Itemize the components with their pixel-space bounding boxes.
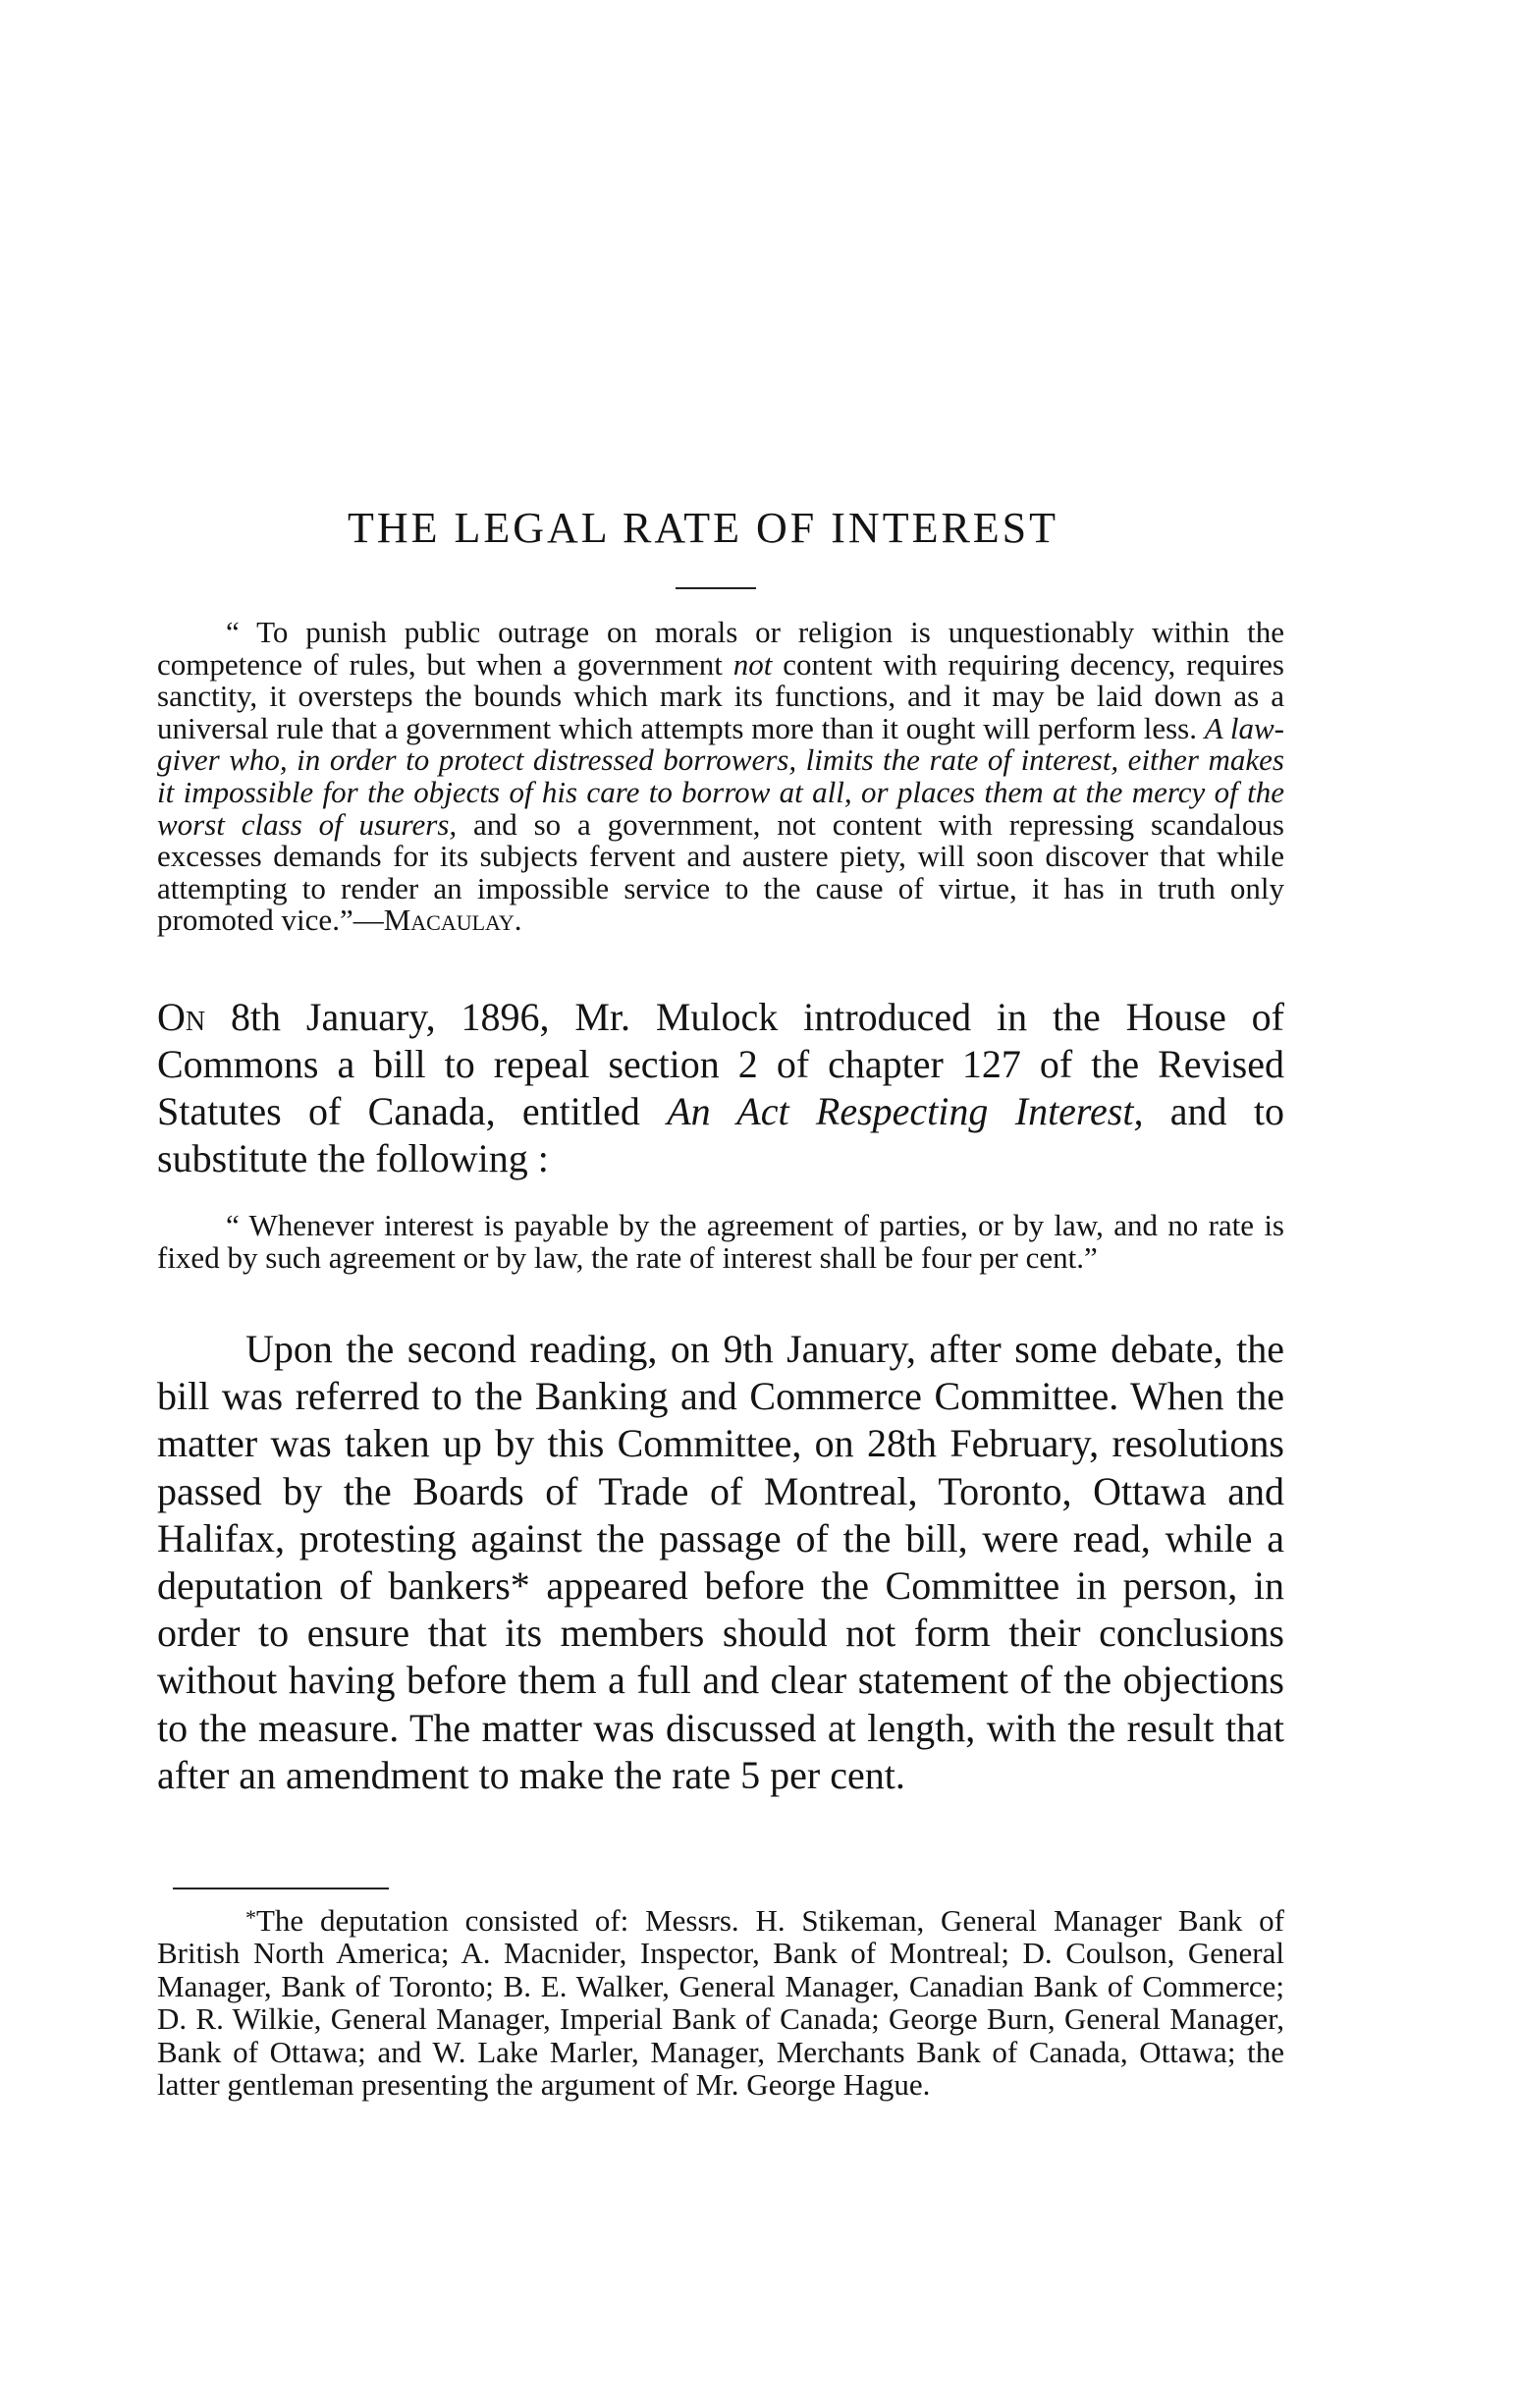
footnote-divider: [173, 1888, 389, 1889]
epigraph-attribution: Macaulay.: [383, 903, 522, 938]
title-divider: [676, 587, 756, 589]
epigraph-text-3: and so a government, not content with repressing scandalous excesses demands for its subjects fervent and austere piety, will soon discover that while attempting to render an impossible service to the cause of virtue, it has in truth only promoted vice.”—: [157, 806, 1285, 938]
footnote-text: The deputation consisted of: Messrs. H. Stikeman, General Manager Bank of British North America; A. Macnider, Inspector, Bank of Montreal; D. Coulson, General Manager, Bank of Toronto; B. E. Walker, General Manager, Canadian Bank of Commerce; D. R. Wilkie, General Manager, Imperial Bank of Canada; George Burn, General Manager, Bank of Ottawa; and W. Lake Marler, Manager, Merchants Bank of Canada, Ottawa; the latter gentleman presenting the argument of Mr. George Hague.: [157, 1903, 1284, 2103]
footnote-mark: *: [245, 1905, 256, 1930]
paragraph-1: [157, 994, 1284, 1182]
paragraph-1-text-2: and to substitute the following :: [157, 1089, 1284, 1180]
epigraph-quote: [157, 617, 1284, 937]
epigraph-italic-passage: A law-giver who, in order to protect distressed borrowers, limits the rate of interest, either makes it impossible for the objects of his care to borrow at all, or places them at the mercy of the worst class of usurers,: [157, 710, 1284, 842]
paragraph-1-text-1: 8th January, 1896, Mr. Mulock introduced in the House of Commons a bill to repeal section 2 of chapter 127 of the Revised Statutes of Canada, entitled: [157, 995, 1284, 1133]
paragraph-1-opening: On: [157, 995, 206, 1039]
paragraph-2: Upon the second reading, on 9th January, after some debate, the bill was referred to the Banking and Commerce Committee. When the matter was taken up by this Committee, on 28th February, resolutions passed by the Boards of Trade of Montreal, Toronto, Ottawa and Halifax, protesting against the passage of the bill, were read, while a deputation of bankers* appeared before the Committee in person, in order to ensure that its members should not form their conclusions without having before them a full and clear statement of the objections to the measure. The matter was discussed at length, with the result that after an amendment to make the rate 5 per cent.: [157, 1327, 1284, 1797]
epigraph-text-2: content with requiring decency, requires sanctity, it oversteps the bounds which mark its functions, and it may be laid down as a universal rule that a government which attempts more than it ought will perform less.: [157, 646, 1284, 745]
epigraph-emphasis-not: not: [732, 646, 773, 682]
page-title: THE LEGAL RATE OF INTEREST: [347, 504, 1059, 552]
epigraph-text-1: “ To punish public outrage on morals or religion is unquestionably within the competence of rules, but when a government: [157, 615, 1284, 682]
act-title: An Act Respecting Interest,: [667, 1089, 1144, 1133]
footnote: [157, 1901, 1284, 2101]
statute-quote: “ Whenever interest is payable by the agreement of parties, or by law, and no rate is fixed by such agreement or by law, the rate of interest shall be four per cent.”: [157, 1208, 1284, 1275]
